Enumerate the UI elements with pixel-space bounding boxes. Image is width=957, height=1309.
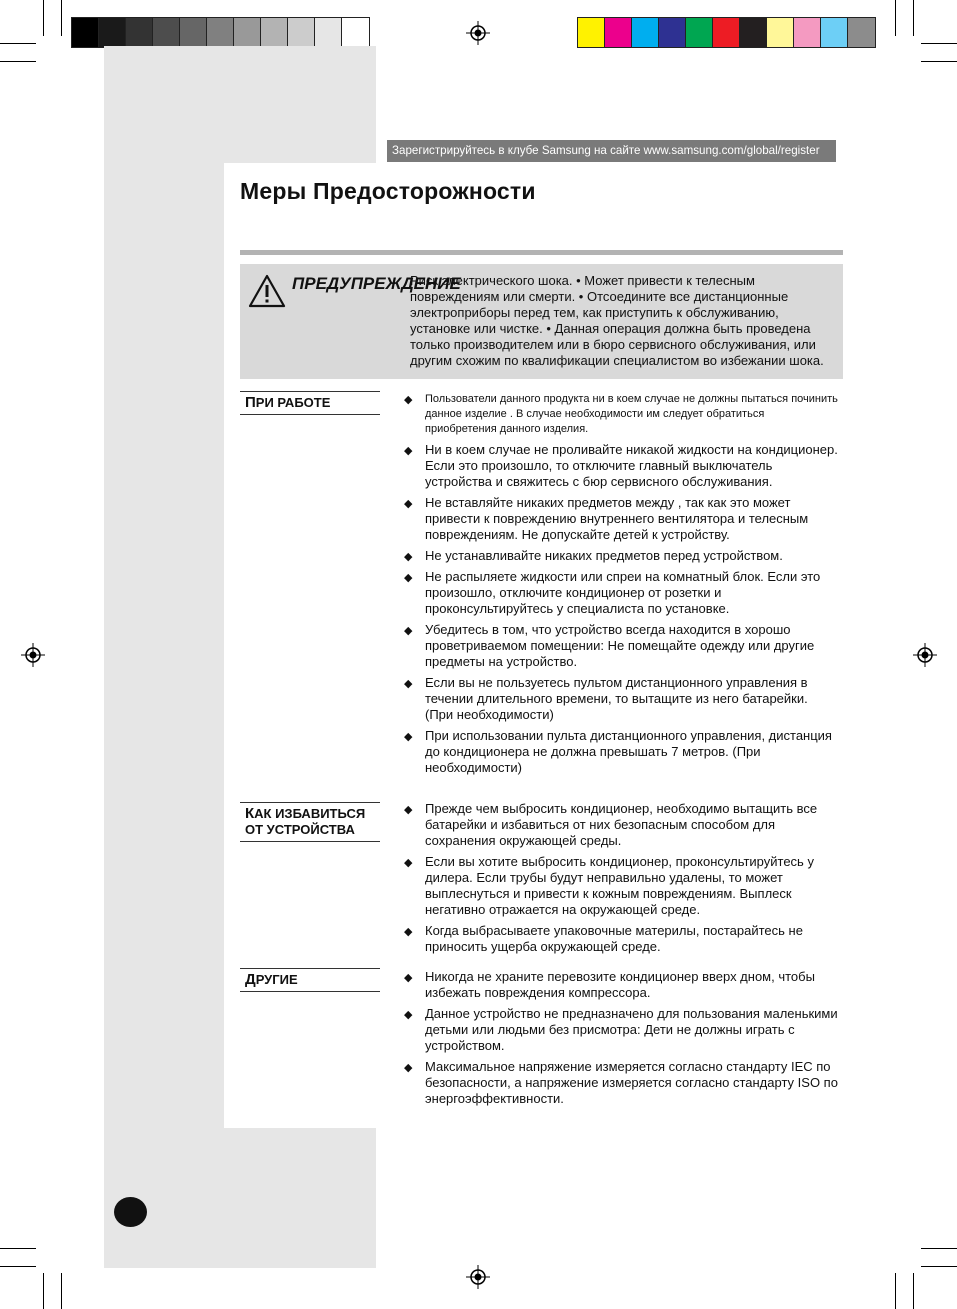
list-item [404,495,839,543]
other-bullet-list [404,969,839,1112]
crop-mark [0,43,36,44]
list-item [404,392,839,437]
bullet-diamond-icon: ◆ [404,498,413,510]
bullet-diamond-icon: ◆ [404,445,413,457]
page-title: Меры Предосторожности [240,178,536,204]
list-item [404,548,839,564]
swatch [632,18,659,47]
bullet-diamond-icon: ◆ [404,1062,413,1074]
swatch [153,18,180,47]
list-item-text: Когда выбрасываете упаковочные материлы, постарайтесь не приносить ущерба окружающей среде. [425,923,803,954]
bullet-diamond-icon: ◆ [404,394,413,406]
section-heading-text: АК ИЗБАВИТЬСЯ ОТ УСТРОЙСТВА [245,806,366,837]
crop-mark [0,1248,36,1249]
list-item-text: Не распыляете жидкости или спреи на комнатный блок. Если это произошло, отключите кондиционер от розетки и проконсультируйтесь у специалиста по установке. [425,569,821,616]
swatch [126,18,153,47]
warning-box [240,264,843,379]
disposal-bullet-list [404,801,839,960]
list-item-text: Если вы не пользуетесь пультом дистанционного управления в течении длительного времени, то вытащите из него батарейки. (При необходимости) [425,675,808,722]
section-heading-work [240,391,380,415]
crop-mark [921,43,957,44]
bullet-diamond-icon: ◆ [404,625,413,637]
swatch [848,18,875,47]
title-divider [240,250,843,255]
list-item-text: Максимальное напряжение измеряется согласно стандарту IEC по безопасности, а напряжение измеряется согласно стандарту ISO по энергоэффективности. [425,1059,838,1106]
list-item [404,854,839,918]
section-heading-disposal [240,802,380,842]
list-item [404,675,839,723]
work-bullet-list [404,392,839,781]
list-item-text: Ни в коем случае не проливайте никакой жидкости на кондиционер. Если это произошло, то отключите главный выключатель устройства и свяжитесь с бюр сервисного обслуживания. [425,442,838,489]
registration-target-icon [466,1265,490,1289]
list-item-text: При использовании пульта дистанционного управления, дистанция до кондиционера не должна превышать 7 метров. (При необходимости) [425,728,832,775]
bullet-diamond-icon: ◆ [404,804,413,816]
swatch [342,18,369,47]
swatch [740,18,767,47]
swatch [767,18,794,47]
crop-mark [913,1273,914,1309]
crop-mark [61,1273,62,1309]
list-item-text: Прежде чем выбросить кондиционер, необходимо вытащить все батарейки и избавиться от них безопасным способом для сохранения окружающей среды. [425,801,818,848]
section-heading-initial: К [245,805,255,822]
crop-mark [61,0,62,36]
swatch [315,18,342,47]
list-item-text: Пользователи данного продукта ни в коем случае не должны пытаться починить данное изделие . В случае необходимости им следует обратиться приобретения данного изделия. [425,393,838,435]
list-item [404,801,839,849]
list-item-text: Не устанавливайте никаких предметов перед устройством. [425,548,783,563]
swatch [99,18,126,47]
swatch [180,18,207,47]
crop-mark [895,0,896,36]
warning-triangle-icon [248,274,286,308]
list-item-text: Убедитесь в том, что устройство всегда находится в хорошо проветриваемом помещении: Не помещайте одежду или другие предметы на устройство. [425,622,815,669]
list-item [404,728,839,776]
swatch [686,18,713,47]
bullet-diamond-icon: ◆ [404,678,413,690]
crop-mark [921,61,957,62]
list-item-text: Никогда не храните перевозите кондиционер вверх дном, чтобы избежать повреждения компрессора. [425,969,815,1000]
list-item [404,1006,839,1054]
swatch [261,18,288,47]
bullet-diamond-icon: ◆ [404,572,413,584]
swatch [794,18,821,47]
list-item [404,442,839,490]
bullet-diamond-icon: ◆ [404,551,413,563]
warning-text: Риск электрического шока. • Может привести к телесным повреждениям или смерти. • Отсоедините все дистанционные электроприборы перед тем, как приступить к обслуживанию, установке или чистке. • Данная операция должна быть проведена только производителем или в бюро сервисного обслуживания, или другим схожим по квалификации специалистом во избежании шока. [410,273,824,368]
crop-mark [895,1273,896,1309]
warning-title: ПРЕДУПРЕЖДЕНИЕ [292,274,461,293]
swatch [234,18,261,47]
swatch [288,18,315,47]
crop-mark [0,1266,36,1267]
register-banner: Зарегистрируйтесь в клубе Samsung на сайте www.samsung.com/global/register [387,140,836,162]
color-swatch-bar [577,17,876,48]
section-heading-text: РИ РАБОТЕ [255,395,331,410]
swatch [605,18,632,47]
grayscale-swatch-bar [71,17,370,48]
bullet-diamond-icon: ◆ [404,857,413,869]
crop-mark [921,1266,957,1267]
crop-mark [913,0,914,36]
bullet-diamond-icon: ◆ [404,926,413,938]
section-heading-initial: П [245,394,256,411]
section-heading-text: РУГИЕ [255,972,298,987]
swatch [207,18,234,47]
swatch [659,18,686,47]
list-item [404,569,839,617]
crop-mark [921,1248,957,1249]
crop-mark [0,61,36,62]
swatch [578,18,605,47]
swatch [821,18,848,47]
page-number-badge [114,1197,147,1227]
swatch [713,18,740,47]
list-item-text: Данное устройство не предназначено для пользования маленькими детьми или людьми без присмотра: Дети не должны играть с устройством. [425,1006,838,1053]
bullet-diamond-icon: ◆ [404,731,413,743]
list-item-text: Не вставляйте никаких предметов между , так как это может привести к повреждению внутреннего вентилятора и телесным повреждениям. Не допускайте детей к устройству. [425,495,809,542]
swatch [72,18,99,47]
section-heading-initial: Д [245,971,256,988]
list-item [404,622,839,670]
list-item-text: Если вы хотите выбросить кондиционер, проконсультируйтесь у дилера. Если трубы будут неправильно удалены, то может выплеснуться и привести к кожным повреждениям. Выплеск негативно отражается на окружающей среде. [425,854,814,917]
registration-target-icon [913,643,937,667]
section-heading-other [240,968,380,992]
crop-mark [43,1273,44,1309]
bullet-diamond-icon: ◆ [404,1009,413,1021]
list-item [404,923,839,955]
registration-target-icon [21,643,45,667]
registration-target-icon [466,21,490,45]
list-item [404,969,839,1001]
bullet-diamond-icon: ◆ [404,972,413,984]
list-item [404,1059,839,1107]
crop-mark [43,0,44,36]
